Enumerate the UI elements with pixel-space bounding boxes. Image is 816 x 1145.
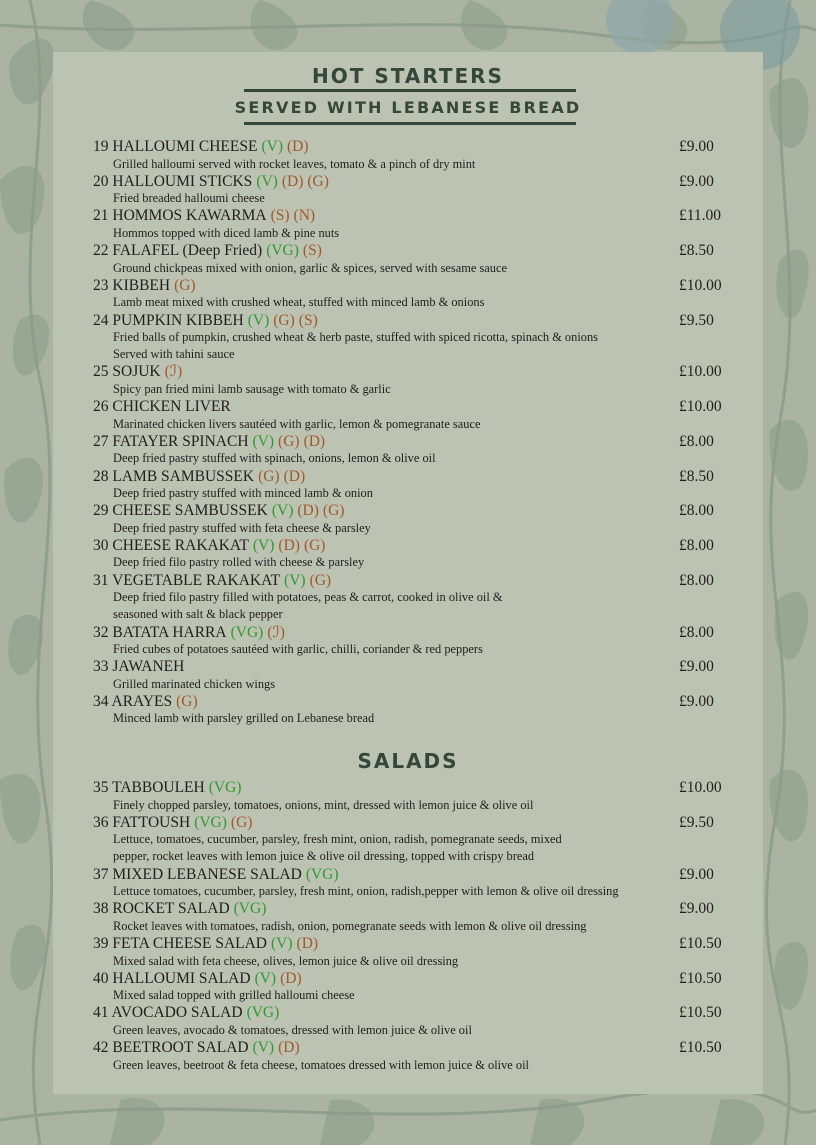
menu-item-price: £10.50 (679, 969, 722, 987)
menu-item-price: £9.50 (679, 813, 714, 831)
menu-item-description: Served with tahini sauce (113, 347, 235, 362)
menu-item-description: Fried balls of pumpkin, crushed wheat & herb paste, stuffed with spiced ricotta, spinach & onions (113, 330, 598, 345)
menu-item-price: £10.50 (679, 1039, 722, 1057)
menu-item (93, 866, 733, 901)
menu-item-header (93, 173, 733, 191)
menu-item-price: £9.00 (679, 865, 714, 883)
salads-title: SALADS (357, 749, 459, 773)
dietary-tag: (V) (247, 311, 270, 329)
menu-item-description: Green leaves, avocado & tomatoes, dressed with lemon juice & olive oil (113, 1022, 472, 1037)
dietary-tag: (N) (293, 207, 316, 225)
dietary-tag: (D) (278, 1039, 300, 1057)
menu-item (93, 398, 733, 433)
menu-item-name: 21 HOMMOS KAWARMA (93, 207, 267, 225)
menu-panel (53, 52, 763, 1094)
menu-item (93, 468, 733, 503)
dietary-tag: (D) (296, 935, 319, 953)
menu-item (93, 935, 733, 970)
menu-item-description: Rocket leaves with tomatoes, radish, onion, pomegranate seeds with lemon & olive oil dressing (113, 918, 587, 933)
menu-item-header (93, 814, 733, 832)
menu-item-header (93, 433, 733, 451)
dietary-tag: (D) (303, 432, 326, 450)
dietary-tag: (VG) (233, 900, 267, 918)
menu-item (93, 1039, 733, 1074)
menu-item-header (93, 277, 733, 295)
menu-item (93, 433, 733, 468)
dietary-tag: (VG) (194, 813, 227, 831)
menu-item-description: seasoned with salt & black pepper (113, 607, 283, 622)
menu-item-description: Fried cubes of potatoes sautéed with garlic, chilli, coriander & red peppers (113, 642, 483, 657)
dietary-tag: (D) (287, 138, 309, 155)
menu-item (93, 277, 733, 312)
menu-item-header (93, 1004, 733, 1022)
menu-item-price: £9.00 (679, 692, 714, 710)
menu-item-name: 33 JAWANEH (93, 658, 185, 676)
dietary-tag: (G) (307, 172, 329, 190)
menu-item-description: pepper, rocket leaves with lemon juice & olive oil dressing, topped with crispy bread (113, 849, 535, 864)
dietary-tag: (V) (254, 969, 277, 987)
menu-item-price: £8.00 (679, 571, 714, 589)
menu-item-header (93, 935, 733, 953)
menu-item-description: Deep fried filo pastry filled with potatoes, peas & carrot, cooked in olive oil & (113, 590, 503, 605)
dietary-tag: (VG) (208, 779, 242, 796)
menu-item-description: Minced lamb with parsley grilled on Lebanese bread (113, 711, 375, 726)
chilli-icon: (ℐ) (267, 623, 285, 641)
menu-item-header (93, 779, 733, 797)
menu-item-header (93, 866, 733, 884)
menu-item-name: 30 CHEESE RAKAKAT (93, 536, 249, 554)
menu-item (93, 138, 733, 173)
menu-item-name: 41 AVOCADO SALAD (93, 1004, 243, 1022)
dietary-tag: (D) (297, 502, 319, 520)
dietary-tag: (V) (256, 172, 278, 190)
dietary-tag: (G) (273, 311, 295, 329)
dietary-tag: (VG) (305, 865, 339, 883)
dietary-tag: (D) (278, 536, 300, 554)
menu-item-price: £10.00 (679, 276, 722, 294)
menu-item-price: £8.00 (679, 502, 714, 520)
menu-item (93, 502, 733, 537)
menu-item-price: £8.00 (679, 536, 714, 554)
menu-item-description: Finely chopped parsley, tomatoes, onions, mint, dressed with lemon juice & olive oil (113, 797, 534, 812)
title-underline-top (244, 89, 576, 92)
menu-item (93, 537, 733, 572)
menu-item-description: Green leaves, beetroot & feta cheese, tomatoes dressed with lemon juice & olive oil (113, 1057, 529, 1072)
menu-item-price: £8.00 (679, 432, 714, 450)
menu-item (93, 693, 733, 728)
menu-item-price: £10.00 (679, 779, 722, 796)
menu-item-name: 31 VEGETABLE RAKAKAT (93, 571, 281, 589)
dietary-tag: (G) (176, 692, 198, 710)
menu-item-description: Mixed salad with feta cheese, olives, lemon juice & olive oil dressing (113, 953, 459, 968)
menu-item-price: £11.00 (679, 207, 722, 225)
menu-item-price: £8.50 (679, 467, 714, 485)
menu-item-description: Deep fried filo pastry rolled with cheese & parsley (113, 555, 365, 570)
menu-item-description: Deep fried pastry stuffed with spinach, onions, lemon & olive oil (113, 451, 436, 466)
dietary-tag: (S) (302, 242, 322, 260)
menu-item-header (93, 970, 733, 988)
menu-item-header (93, 138, 733, 156)
menu-item (93, 779, 733, 814)
menu-item-description: Spicy pan fried mini lamb sausage with tomato & garlic (113, 381, 391, 396)
menu-item-name: 24 PUMPKIN KIBBEH (93, 311, 244, 329)
dietary-tag: (G) (322, 502, 345, 520)
menu-item-name: 35 TABBOULEH (93, 779, 205, 796)
chilli-icon: (ℐ) (164, 363, 183, 381)
dietary-tag: (V) (271, 502, 294, 520)
menu-item-name: 34 ARAYES (93, 692, 173, 710)
menu-item-description: Ground chickpeas mixed with onion, garlic & spices, served with sesame sauce (113, 260, 507, 275)
menu-item-price: £10.50 (679, 1004, 722, 1022)
menu-item-name: 40 HALLOUMI SALAD (93, 969, 251, 987)
dietary-tag: (V) (261, 138, 283, 155)
dietary-tag: (VG) (230, 623, 264, 641)
menu-item-name: 38 ROCKET SALAD (93, 900, 230, 918)
menu-item-name: 27 FATAYER SPINACH (93, 432, 249, 450)
menu-item-price: £10.50 (679, 935, 722, 953)
menu-item-header (93, 312, 733, 330)
menu-item (93, 900, 733, 935)
menu-item-price: £8.50 (679, 242, 714, 260)
menu-item (93, 1004, 733, 1039)
hot-starters-title: HOT STARTERS (312, 64, 504, 88)
menu-item-header (93, 537, 733, 555)
menu-item-price: £9.00 (679, 900, 714, 918)
dietary-tag: (G) (230, 813, 253, 831)
menu-item (93, 970, 733, 1005)
hot-starters-subtitle: SERVED WITH LEBANESE BREAD (234, 98, 582, 117)
menu-item-header (93, 468, 733, 486)
menu-item (93, 312, 733, 364)
menu-item-price: £9.00 (679, 658, 714, 676)
menu-item-description: Lettuce tomatoes, cucumber, parsley, fresh mint, onion, radish,pepper with lemon & olive oil dressing (113, 884, 619, 899)
dietary-tag: (V) (284, 571, 306, 589)
menu-item-name: 25 SOJUK (93, 363, 161, 381)
menu-item-name: 32 BATATA HARRA (93, 623, 227, 641)
menu-item (93, 207, 733, 242)
menu-item (93, 814, 733, 866)
menu-item-description: Fried breaded halloumi cheese (113, 191, 265, 206)
menu-item-description: Mixed salad topped with grilled halloumi cheese (113, 988, 355, 1003)
dietary-tag: (D) (280, 969, 302, 987)
menu-item-name: 37 MIXED LEBANESE SALAD (93, 865, 302, 883)
dietary-tag: (V) (252, 432, 275, 450)
menu-item-description: Deep fried pastry stuffed with minced lamb & onion (113, 486, 373, 501)
menu-item-header (93, 242, 733, 260)
dietary-tag: (G) (174, 276, 196, 294)
dietary-tag: (D) (283, 467, 306, 485)
menu-item-header (93, 693, 733, 711)
menu-item-name: 39 FETA CHEESE SALAD (93, 935, 268, 953)
hot-starters-list (93, 138, 733, 728)
menu-item-price: £10.00 (679, 398, 722, 416)
dietary-tag: (G) (258, 467, 280, 485)
menu-item-header (93, 900, 733, 918)
salads-list (93, 779, 733, 1074)
menu-item-description: Lettuce, tomatoes, cucumber, parsley, fresh mint, onion, radish, pomegranate seeds, mixed (113, 832, 562, 847)
menu-item (93, 572, 733, 624)
menu-item-price: £9.00 (679, 172, 714, 190)
dietary-tag: (G) (303, 536, 326, 554)
menu-item-name: 22 FALAFEL (Deep Fried) (93, 242, 263, 260)
menu-item-description: Deep fried pastry stuffed with feta cheese & parsley (113, 520, 371, 535)
menu-item-price: £9.00 (679, 138, 714, 155)
menu-item-name: 20 HALLOUMI STICKS (93, 172, 253, 190)
dietary-tag: (V) (271, 935, 293, 953)
menu-item-price: £8.00 (679, 623, 714, 641)
menu-item-header (93, 398, 733, 416)
menu-item-name: 23 KIBBEH (93, 276, 171, 294)
menu-item (93, 242, 733, 277)
menu-item-header (93, 624, 733, 642)
dietary-tag: (G) (309, 571, 332, 589)
menu-item-price: £10.00 (679, 363, 722, 381)
menu-item-description: Grilled halloumi served with rocket leaves, tomato & a pinch of dry mint (113, 156, 476, 171)
menu-item-header (93, 658, 733, 676)
menu-item-header (93, 502, 733, 520)
menu-item-name: 28 LAMB SAMBUSSEK (93, 467, 255, 485)
dietary-tag: (D) (281, 172, 304, 190)
dietary-tag: (S) (270, 207, 290, 225)
menu-item-name: 29 CHEESE SAMBUSSEK (93, 502, 268, 520)
menu-item-description: Marinated chicken livers sautéed with garlic, lemon & pomegranate sauce (113, 416, 481, 431)
menu-item-name: 26 CHICKEN LIVER (93, 398, 231, 416)
title-underline-bottom (244, 122, 576, 125)
menu-item-header (93, 363, 733, 381)
dietary-tag: (VG) (246, 1004, 280, 1022)
menu-item (93, 658, 733, 693)
menu-item (93, 363, 733, 398)
dietary-tag: (S) (298, 311, 318, 329)
menu-item-description: Lamb meat mixed with crushed wheat, stuffed with minced lamb & onions (113, 295, 485, 310)
dietary-tag: (VG) (266, 242, 299, 260)
menu-item-name: 42 BEETROOT SALAD (93, 1039, 249, 1057)
menu-item-name: 36 FATTOUSH (93, 813, 191, 831)
menu-item-price: £9.50 (679, 311, 714, 329)
menu-item-header (93, 572, 733, 590)
menu-item (93, 173, 733, 208)
dietary-tag: (V) (252, 1039, 275, 1057)
menu-item-description: Grilled marinated chicken wings (113, 676, 276, 691)
menu-item-description: Hommos topped with diced lamb & pine nuts (113, 225, 340, 240)
menu-item-header (93, 1039, 733, 1057)
menu-item (93, 624, 733, 659)
menu-item-header (93, 207, 733, 225)
menu-item-name: 19 HALLOUMI CHEESE (93, 138, 258, 155)
dietary-tag: (V) (252, 536, 275, 554)
dietary-tag: (G) (278, 432, 300, 450)
